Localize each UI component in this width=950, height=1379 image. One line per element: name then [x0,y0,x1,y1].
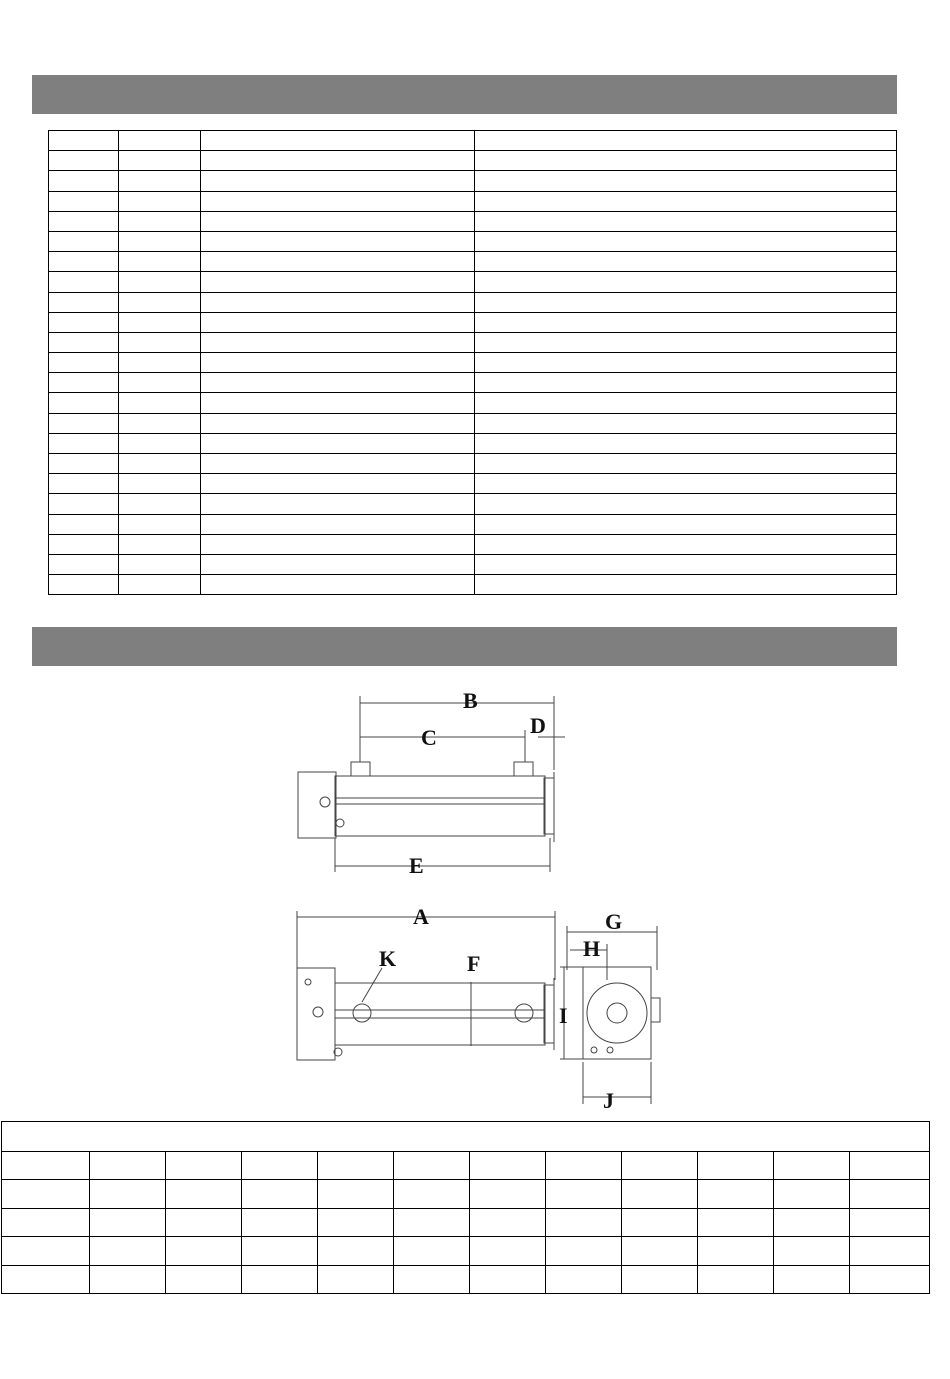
parts-table-row [49,191,897,211]
dims-table-cell [698,1237,774,1266]
label-H: H [583,936,601,961]
dims-table-cell [774,1265,850,1294]
side-view [560,926,660,1104]
dims-table-cell [318,1208,394,1237]
dims-title-row [2,1122,930,1152]
parts-table-cell [49,514,119,534]
parts-table-cell [119,211,201,231]
dims-table-cell [394,1265,470,1294]
parts-list-table [48,130,897,595]
dimensions-table [1,1121,930,1294]
dims-table-cell [622,1265,698,1294]
section-header-bar-dimensions [32,627,897,666]
parts-table-cell [201,292,475,312]
parts-table-cell [119,252,201,272]
parts-table-cell [49,151,119,171]
parts-table-cell [119,494,201,514]
parts-table-cell [49,292,119,312]
parts-table-row [49,373,897,393]
dims-table-cell [242,1180,318,1209]
dims-table-cell [850,1180,930,1209]
section-header-bar-parts [32,75,897,114]
parts-table-cell [119,353,201,373]
parts-table-cell [119,171,201,191]
parts-table-cell [49,191,119,211]
parts-table-cell [49,474,119,494]
parts-table-cell [475,474,897,494]
parts-table-cell [475,292,897,312]
parts-table-cell [475,353,897,373]
parts-table-row [49,171,897,191]
dims-table-cell [470,1265,546,1294]
parts-table-cell [49,494,119,514]
parts-table-cell [119,514,201,534]
parts-table-cell [119,554,201,574]
dims-table-cell [2,1265,90,1294]
parts-table-cell [201,393,475,413]
parts-table-cell [119,332,201,352]
parts-table-cell [119,151,201,171]
dims-table-cell [622,1208,698,1237]
parts-table-cell [201,575,475,595]
parts-table-cell [49,231,119,251]
parts-table-cell [49,393,119,413]
parts-table-cell [119,534,201,554]
parts-table-cell [49,312,119,332]
parts-table-cell [119,292,201,312]
parts-table-cell [475,575,897,595]
parts-table-cell [475,494,897,514]
dims-table-cell [318,1237,394,1266]
parts-table-cell [475,211,897,231]
parts-table-cell [49,433,119,453]
dims-table-cell [698,1151,774,1180]
parts-table-cell [49,353,119,373]
dims-table-cell [318,1151,394,1180]
label-A: A [413,904,429,929]
parts-table-cell [201,252,475,272]
parts-table-cell [49,171,119,191]
dims-table-row [2,1151,930,1180]
parts-table-cell [475,514,897,534]
parts-table-row [49,332,897,352]
dims-table-cell [2,1208,90,1237]
parts-table-cell [49,252,119,272]
dims-table-cell [166,1180,242,1209]
parts-table-cell [201,353,475,373]
parts-table-cell [119,433,201,453]
parts-table-cell [119,413,201,433]
parts-table-cell [119,373,201,393]
dims-table-cell [394,1180,470,1209]
parts-table-cell [201,413,475,433]
label-G: G [605,909,623,934]
parts-table-cell [201,433,475,453]
parts-table-row [49,393,897,413]
dims-table-cell [774,1151,850,1180]
parts-table-cell [201,373,475,393]
parts-table-cell [475,373,897,393]
dims-table-cell [166,1237,242,1266]
parts-table-row [49,454,897,474]
parts-table-cell [201,151,475,171]
dims-table-cell [394,1208,470,1237]
parts-table-cell [475,252,897,272]
parts-table-cell [475,332,897,352]
dims-table-cell [166,1151,242,1180]
dims-table-cell [470,1208,546,1237]
dims-table-cell [698,1208,774,1237]
parts-table-row [49,413,897,433]
parts-table-row [49,433,897,453]
dims-table-cell [774,1180,850,1209]
parts-table-cell [475,554,897,574]
dims-table-cell [470,1180,546,1209]
dims-table-cell [698,1265,774,1294]
parts-table-row [49,575,897,595]
dims-table-cell [394,1237,470,1266]
dims-table-cell [850,1208,930,1237]
dims-table-cell [546,1208,622,1237]
dims-table-cell [2,1180,90,1209]
parts-table-row [49,514,897,534]
parts-table-cell [201,211,475,231]
dims-table-cell [318,1180,394,1209]
dimension-drawing [280,680,680,1110]
dims-table-cell [242,1265,318,1294]
label-D: D [530,713,546,738]
parts-table-row [49,252,897,272]
dims-table-cell [850,1151,930,1180]
parts-table-cell [475,393,897,413]
parts-table-cell [475,231,897,251]
dims-table-row [2,1265,930,1294]
parts-table-cell [49,272,119,292]
dims-table-cell [242,1208,318,1237]
front-view [297,911,555,1060]
label-F: F [467,951,481,976]
dims-table-cell [850,1237,930,1266]
dims-table-cell [622,1237,698,1266]
parts-table-cell [49,131,119,151]
dims-table-cell [698,1180,774,1209]
parts-table-cell [49,554,119,574]
dims-table-cell [2,1237,90,1266]
parts-table-cell [201,272,475,292]
parts-table-cell [475,272,897,292]
parts-table-row [49,292,897,312]
parts-table-cell [475,534,897,554]
dims-table-cell [850,1265,930,1294]
parts-table-cell [201,312,475,332]
parts-table-cell [475,433,897,453]
parts-table-cell [49,413,119,433]
dims-table-cell [90,1265,166,1294]
parts-table-cell [201,231,475,251]
parts-table-row [49,231,897,251]
dims-table-cell [90,1237,166,1266]
parts-table-cell [201,454,475,474]
label-I: I [559,1003,568,1028]
parts-table-cell [119,231,201,251]
parts-table-cell [49,211,119,231]
parts-table-cell [119,131,201,151]
parts-table-cell [475,131,897,151]
parts-table-row [49,272,897,292]
parts-table-cell [201,171,475,191]
parts-table-row [49,151,897,171]
parts-table-cell [201,474,475,494]
top-view [298,696,565,872]
dims-table-cell [90,1180,166,1209]
dims-table-cell [774,1208,850,1237]
dims-table-cell [546,1237,622,1266]
dims-table-cell [242,1237,318,1266]
dims-table-cell [166,1265,242,1294]
parts-table-cell [119,191,201,211]
parts-table-cell [119,454,201,474]
parts-table-row [49,312,897,332]
parts-table-cell [475,454,897,474]
label-E: E [409,853,424,878]
dims-table-cell [622,1180,698,1209]
parts-table-cell [201,554,475,574]
dims-table-cell [546,1265,622,1294]
dims-table-cell [470,1151,546,1180]
label-K: K [379,946,397,971]
parts-table-cell [119,575,201,595]
dims-table-cell [166,1208,242,1237]
dims-table-cell [90,1208,166,1237]
dims-table-cell [546,1151,622,1180]
dims-table-cell [90,1151,166,1180]
label-B: B [463,688,478,713]
label-J: J [603,1088,614,1110]
dims-table-cell [774,1237,850,1266]
parts-table-row [49,474,897,494]
dims-table-row [2,1208,930,1237]
dims-table-cell [318,1265,394,1294]
parts-table-row [49,353,897,373]
dims-table-cell [470,1237,546,1266]
dims-table-cell [2,1151,90,1180]
dims-table-cell [622,1151,698,1180]
parts-table-cell [119,393,201,413]
parts-table-cell [49,575,119,595]
parts-table-cell [201,131,475,151]
parts-table-cell [49,373,119,393]
dims-table-row [2,1180,930,1209]
parts-table-cell [475,413,897,433]
parts-table-row [49,534,897,554]
label-C: C [421,725,437,750]
dims-table-cell [546,1180,622,1209]
parts-table-cell [201,514,475,534]
parts-table-cell [201,494,475,514]
parts-table-cell [201,191,475,211]
parts-table-row [49,494,897,514]
parts-table-cell [119,272,201,292]
parts-table-row [49,131,897,151]
parts-table-cell [49,332,119,352]
dims-title-cell [2,1122,930,1152]
parts-table-cell [201,332,475,352]
parts-table-cell [201,534,475,554]
dims-table-cell [242,1151,318,1180]
parts-table-cell [49,534,119,554]
parts-table-row [49,554,897,574]
parts-table-cell [119,312,201,332]
parts-table-cell [475,312,897,332]
parts-table-cell [119,474,201,494]
dims-table-cell [394,1151,470,1180]
parts-table-cell [475,171,897,191]
parts-table-cell [475,191,897,211]
dims-table-row [2,1237,930,1266]
parts-table-cell [475,151,897,171]
parts-table-row [49,211,897,231]
parts-table-cell [49,454,119,474]
